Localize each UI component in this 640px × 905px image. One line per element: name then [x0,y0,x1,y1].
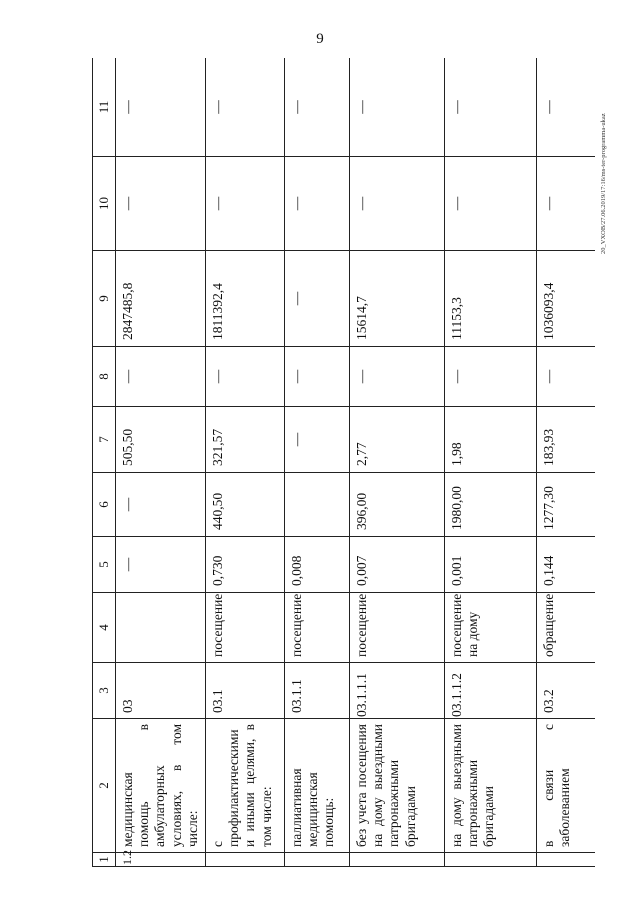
cell-total: 2847485,8 [116,251,206,347]
table-row [444,58,536,867]
cell-cost: 396,00 [349,473,444,537]
cell-col11: — [205,58,284,157]
table-header-row [93,58,116,867]
cell-unit: посещение [349,593,444,663]
cell-section-number [536,853,595,867]
page-number: 9 [316,31,324,47]
cell-service-name: паллиативная медицинская помощь: [284,719,349,853]
header-cell-1: 1 [93,853,116,867]
cell-col8: — [444,347,536,407]
cell-col11: — [444,58,536,157]
table-row [116,58,206,867]
cell-unit: обращение [536,593,595,663]
cell-norm: — [116,537,206,593]
cell-total: 1811392,4 [205,251,284,347]
cell-col10: — [284,157,349,251]
cell-per-capita: 183,93 [536,407,595,473]
cell-code: 03.1.1.1 [349,663,444,719]
table-row [536,58,595,867]
cell-col8: — [205,347,284,407]
cell-unit: посещение [284,593,349,663]
cell-col11: — [536,58,595,157]
cell-unit [116,593,206,663]
cell-col10: — [349,157,444,251]
cell-section-number [284,853,349,867]
rotated-table [92,58,595,867]
cell-unit: посещение на дому [444,593,536,663]
cell-service-name: без учета посещения на дому выездными патронажными бригадами [349,719,444,853]
data-table [92,58,595,867]
cell-cost: — [116,473,206,537]
header-cell-6: 6 [93,473,116,537]
cell-total: 15614,7 [349,251,444,347]
cell-code: 03.1 [205,663,284,719]
cell-code: 03.2 [536,663,595,719]
header-cell-11: 11 [93,58,116,157]
cell-section-number [205,853,284,867]
cell-total: 1036093,4 [536,251,595,347]
header-cell-8: 8 [93,347,116,407]
cell-col8: — [349,347,444,407]
cell-col10: — [205,157,284,251]
cell-service-name: на дому выездными патронажными бригадами [444,719,536,853]
cell-service-name: с профилактическими и иными целями, в том числе: [205,719,284,853]
header-cell-10: 10 [93,157,116,251]
cell-total: 11153,3 [444,251,536,347]
cell-col11: — [349,58,444,157]
cell-col8: — [284,347,349,407]
cell-per-capita: 1,98 [444,407,536,473]
cell-total: — [284,251,349,347]
cell-code: 03 [116,663,206,719]
cell-norm: 0,001 [444,537,536,593]
cell-norm: 0,144 [536,537,595,593]
cell-col10: — [444,157,536,251]
cell-cost: 440,50 [205,473,284,537]
table-row [205,58,284,867]
table-row [349,58,444,867]
cell-norm: 0,007 [349,537,444,593]
cell-col10: — [116,157,206,251]
cell-per-capita: 321,57 [205,407,284,473]
cell-col11: — [116,58,206,157]
cell-code: 03.1.1 [284,663,349,719]
header-cell-4: 4 [93,593,116,663]
cell-unit: посещение [205,593,284,663]
table-row [284,58,349,867]
rotated-table-container [92,58,595,867]
cell-cost [284,473,349,537]
side-code-note: 20_VXOB/27.06.2019/17:16/ms-ter-programma-ukaz [600,113,607,254]
cell-cost: 1277,30 [536,473,595,537]
cell-per-capita: 2,77 [349,407,444,473]
cell-col8: — [116,347,206,407]
header-cell-2: 2 [93,719,116,853]
cell-cost: 1980,00 [444,473,536,537]
cell-col11: — [284,58,349,157]
cell-section-number [444,853,536,867]
header-cell-9: 9 [93,251,116,347]
cell-norm: 0,008 [284,537,349,593]
cell-service-name: медицинская помощь в амбулаторных условиях, в том числе: [116,719,206,853]
cell-service-name: в связи с заболеванием [536,719,595,853]
cell-code: 03.1.1.2 [444,663,536,719]
cell-col10: — [536,157,595,251]
cell-norm: 0,730 [205,537,284,593]
cell-section-number: 1.2 [116,853,206,867]
header-cell-5: 5 [93,537,116,593]
cell-per-capita: — [284,407,349,473]
cell-col8: — [536,347,595,407]
header-cell-3: 3 [93,663,116,719]
cell-section-number [349,853,444,867]
header-cell-7: 7 [93,407,116,473]
cell-per-capita: 505,50 [116,407,206,473]
